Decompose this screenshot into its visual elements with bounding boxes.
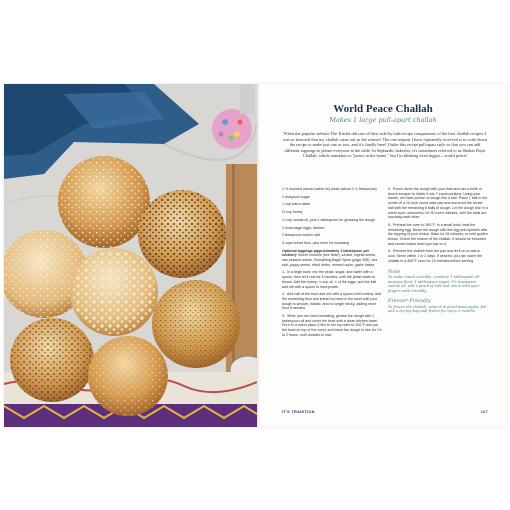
book-spread <box>4 84 506 427</box>
section-footer: IT'S TRADITION <box>282 410 315 414</box>
step-number: 5. <box>388 222 391 227</box>
ingredient-item: 1 teaspoon sugar <box>282 194 310 199</box>
left-column <box>282 187 382 341</box>
ingredient-item: 1 ½ rounded packet active dry yeast (about 2 ¼ teaspoons) <box>282 187 377 191</box>
recipe-yield: Makes 1 large pull-apart challah <box>329 116 437 124</box>
note-heading: Note <box>388 268 401 275</box>
ingredient-item: 1 cup warm water <box>282 202 311 207</box>
step-number: 6. <box>388 249 391 254</box>
step-text: Preheat the oven to 350°F. In a small bowl, beat the remaining egg. Brush the dough with the egg and sprinkle with the topping of your choice. Bake for 35 minutes, or until golden brown. Check the bottom of the challah. It should be browned and sound hollow when you tap on it. <box>388 222 488 246</box>
step-number: 2. <box>282 292 285 297</box>
toppings-label: Optional toppings (approximately 1 tablespoon per section): <box>282 248 370 258</box>
ingredient-item: 2 extra-large eggs, divided <box>282 225 325 230</box>
freezer-heading: Freezer-Friendly <box>388 298 431 305</box>
right-column <box>388 187 488 317</box>
recipe-intro: When the popular website The Kitchn did one of their side-by-side recipe comparisons of the best challah recipes, I was so honored that my challah came out as the winner! The one request I have repeatedly received is to scale down the recipe to make just one or two, and it's finally here! I bake this recipe pull-apart style so that you can add different toppings to please everyone at the table. In Sephardic bakeries, it's sometimes referred to as Shabas Bayit Challah, which translates to "peace in the home," but I'm thinking even bigger—world peace! <box>282 131 488 159</box>
step-item <box>388 249 488 263</box>
step-number: 1. <box>282 270 285 275</box>
step-item <box>388 187 488 220</box>
step-number: 3. <box>282 314 285 319</box>
step-text: Add half of the flour and mix with a spoon until creamy. Add the remaining flour and knead by hand in the bowl until your dough is smooth, elastic, and no longer sticky, adding more flour if needed. <box>282 292 382 311</box>
page-number: 127 <box>480 410 488 414</box>
step-text: When you are done kneading, grease the dough with 1 tablespoon oil and cover the bowl with a clean kitchen towel. Put it in a warm place (I like to set my oven to 200°F and put the bowl on top of the oven) and leave the dough to rise for 1½ to 2 hours, until doubled in size. <box>282 314 382 337</box>
step-text: Remove the challah from the pan and let it on a rack to cool. Serve within 1 or 2 days. If desired, you can warm the challah in a 350°F oven for 15 minutes before serving. <box>388 249 483 263</box>
note-text: To make sweet crumble, combine 1 tablespoon all-purpose flour, 1 tablespoon sugar, 1½ teaspoons canola oil, and a pinch of salt and mix it with your fingers until crumbly. <box>388 275 481 293</box>
ingredient-item: ½ cup honey <box>282 210 303 215</box>
step-text: Punch down the dough with your fists and use a knife or bench scraper to divide it into 7 equal portions. Using your hands, roll each portion of dough into a ball. Place 1 ball in the center of a 10-inch round cake pan and surround the center ball with the remaining 6 balls of dough. Let the dough rise in a warm spot, uncovered, for 30 more minutes, until the balls are touching each other. <box>388 187 488 220</box>
ingredient-item: ¼ cup canola oil, plus 1 tablespoon for greasing the dough <box>282 217 376 222</box>
step-number: 4. <box>388 187 391 191</box>
toppings-block <box>282 249 382 268</box>
recipe-page <box>260 84 506 427</box>
step-item <box>388 223 488 247</box>
toppings-text: Sweet crumble (see Note), za'atar, nigella seeds, raw sesame seeds, Everything Bagel Spice (page 305), sea salt, poppy seeds, dried herbs, minced onion, garlic flakes <box>282 253 378 267</box>
step-item <box>282 270 382 289</box>
freezer-text: To freeze the challah, wrap it in parchment paper, foil, and a zip-top bag and freeze for up to 3 months. <box>388 304 488 314</box>
step-item <box>282 292 382 311</box>
challah-photo <box>4 84 257 427</box>
ingredient-item: 4 cups bread flour, plus more for kneading <box>282 240 350 245</box>
recipe-title: World Peace Challah <box>333 103 433 115</box>
ingredient-item: 2 teaspoons kosher salt <box>282 233 320 238</box>
step-text: In a large bowl, mix the yeast, sugar, and water with a spoon, then let it rest for 5 minutes, until the yeast starts to bloom. Add the honey, ¼ cup oil, 1 of the eggs, and the salt and stir with a spoon to incorporate. <box>282 270 377 289</box>
step-item <box>282 314 382 338</box>
